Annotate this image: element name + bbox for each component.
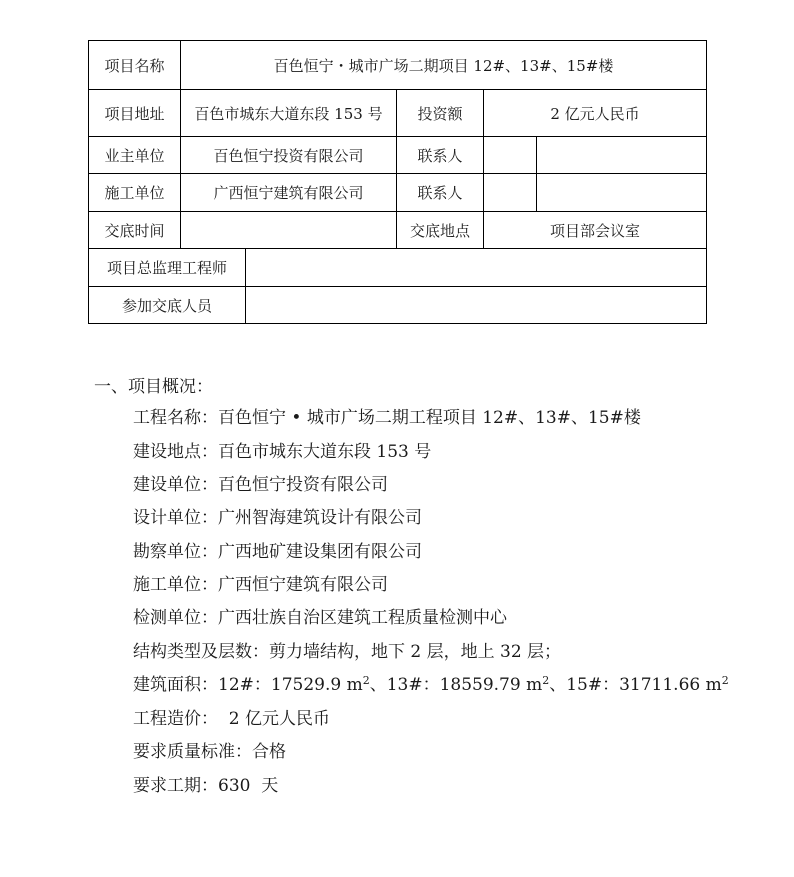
owner-contact-label: 联系人: [417, 146, 463, 165]
project-address-value: 百色市城东大道东段 153 号: [194, 104, 383, 123]
area-unit-exp-12: 2: [362, 674, 370, 687]
briefing-place-label: 交底地点: [409, 221, 470, 240]
overview-location: 建设地点：百色市城东大道东段 153 号: [133, 442, 432, 462]
briefing-time-label: 交底时间: [104, 221, 165, 240]
overview-designer: 设计单位：广州智海建筑设计有限公司: [133, 508, 422, 528]
constructor-value: 广西恒宁建筑有限公司: [213, 184, 364, 202]
constructor-label: 施工单位: [104, 184, 165, 202]
briefing-time-value: [181, 212, 396, 248]
attendees-label: 参加交底人员: [121, 296, 212, 315]
overview-duration: 要求工期：630 天: [133, 776, 279, 796]
overview-contractor: 施工单位：广西恒宁建筑有限公司: [133, 575, 388, 595]
attendees-value: [246, 287, 706, 323]
overview-heading: 一、项目概况：: [94, 377, 213, 397]
overview-project-name: 工程名称：百色恒宁 • 城市广场二期工程项目 12#、13#、15#楼: [133, 408, 641, 428]
area-unit-exp-13: 2: [542, 674, 550, 687]
chief-supervisor-value: [246, 249, 706, 286]
owner-contact-value: [537, 137, 706, 173]
owner-label: 业主单位: [104, 146, 165, 165]
overview-area: [133, 671, 729, 699]
constructor-contact-value: [537, 174, 706, 211]
overview-surveyor: 勘察单位：广西地矿建设集团有限公司: [133, 542, 422, 562]
constructor-contact-label: 联系人: [417, 184, 463, 202]
overview-builder: 建设单位：百色恒宁投资有限公司: [133, 475, 388, 495]
overview-structure: 结构类型及层数：剪力墙结构，地下 2 层，地上 32 层；: [133, 642, 562, 662]
overview-inspector: 检测单位：广西壮族自治区建筑工程质量检测中心: [133, 608, 507, 628]
area-12: 12#：17529.9 m: [218, 675, 363, 695]
briefing-place-value: 项目部会议室: [549, 221, 640, 240]
area-label: 建筑面积：: [133, 675, 218, 695]
overview-cost: 工程造价： 2 亿元人民币: [133, 709, 331, 729]
project-name-label: 项目名称: [104, 56, 165, 75]
investment-label: 投资额: [417, 104, 463, 123]
owner-value: 百色恒宁投资有限公司: [213, 146, 364, 165]
area-13: 、13#：18559.79 m: [369, 675, 543, 695]
project-address-label: 项目地址: [104, 104, 165, 123]
project-name-value: 百色恒宁・城市广场二期项目 12#、13#、15#楼: [273, 56, 614, 75]
area-unit-exp-15: 2: [721, 674, 729, 687]
chief-supervisor-label: 项目总监理工程师: [106, 259, 227, 277]
project-info-table: [88, 40, 707, 324]
overview-quality: 要求质量标准：合格: [133, 742, 286, 762]
investment-value: 2 亿元人民币: [550, 104, 640, 123]
area-15: 、15#：31711.66 m: [549, 675, 722, 695]
